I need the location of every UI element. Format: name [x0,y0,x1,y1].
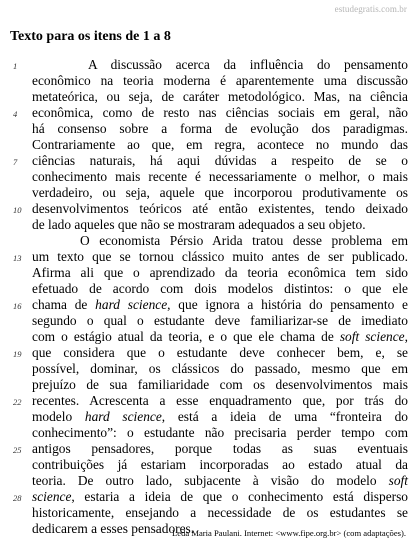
line-number: 25 [13,445,22,455]
text-line: há consenso sobre a forma de evolução dos paradigmas. [32,121,408,136]
text-line: desenvolvimentos teóricos até então existentes, tendo deixado [32,201,408,216]
heading: Texto para os itens de 1 a 8 [10,29,171,44]
term-soft: soft [388,473,408,488]
text-line: conhecimento mais recente é necessariamente o melhor, o mais [32,169,408,184]
text-line: Contrariamente ao que, em regra, acontece no mundo das [32,137,408,152]
text-line: segundo o qual o estudante deve familiarizar-se de imediato [32,313,408,328]
line-number: 4 [13,109,18,119]
term-hard-science: hard science [84,409,162,424]
text-line: de lado aqueles que não se mostraram adequados a seu objeto. [32,217,366,232]
line-number: 22 [13,397,22,407]
line-number: 19 [13,349,22,359]
text-line: recentes. Acrescenta a esse enquadramento que, por trás do [32,393,408,408]
text-line: com o estágio atual da teoria, e o que ele chama de soft science, [32,329,408,344]
text-line: chama de hard science, que ignora a história do pensamento e [32,297,408,312]
text-line: contribuições já estariam incorporadas ao estado atual da [32,457,408,472]
text-line: metateórica, ou seja, de caráter metodológico. Mas, na ciência [32,89,408,104]
watermark: estudegratis.com.br [334,4,407,14]
text-line: antigos pensadores, porque todas as suas eventuais [32,441,408,456]
text-line: O economista Pérsio Arida tratou desse problema em [80,233,408,248]
source-citation: Leda Maria Paulani. Internet: <www.fipe.org.br> (com adaptações). [172,528,406,538]
text-line: modelo hard science, está a ideia de uma “fronteira do [32,409,408,424]
text-line: Afirma ali que o aprendizado da teoria econômica tem sido [32,265,408,280]
text-line: efetuado de acordo com dois modelos distintos: o que ele [32,281,408,296]
text-line: historicamente, ensejando a necessidade de os estudantes se [32,505,408,520]
text-line: verdadeiro, ou seja, aquele que incorporou produtivamente os [32,185,408,200]
term-hard-science: hard science [95,297,168,312]
text-line: prejuízo de sua familiaridade com os desenvolvimentos mais [32,377,408,392]
line-number: 16 [13,301,22,311]
term-soft-science: soft science [339,329,405,344]
text-line: dedicarem a esses pensadores. [32,521,195,536]
text-line: um texto que se tornou clássico muito antes de ser publicado. [32,249,408,264]
line-number: 1 [13,61,18,71]
text-line: econômica, como de resto nas ciências sociais em geral, não [32,105,408,120]
text-line: A discussão acerca da influência do pensamento [88,57,408,72]
text-line: science, estaria a ideia de que o conhecimento está disperso [32,489,408,504]
line-number: 28 [13,493,22,503]
text-line: econômico na teoria moderna é aparentemente uma discussão [32,73,408,88]
text-line: conhecimento”: o estudante não precisaria perder tempo com [32,425,408,440]
text-line: teoria. De outro lado, subjacente à visão do modelo soft [32,473,408,488]
line-number: 13 [13,253,22,263]
text-line: que considera que o estudante deve conhecer bem, e, se [32,345,408,360]
line-number: 7 [13,157,18,167]
line-number: 10 [13,205,22,215]
term-science: science [32,489,72,504]
text-line: possível, dominar, os clássicos do passado, mesmo que em [32,361,408,376]
text-line: ciências naturais, há aqui dúvidas a respeito de se o [32,153,408,168]
